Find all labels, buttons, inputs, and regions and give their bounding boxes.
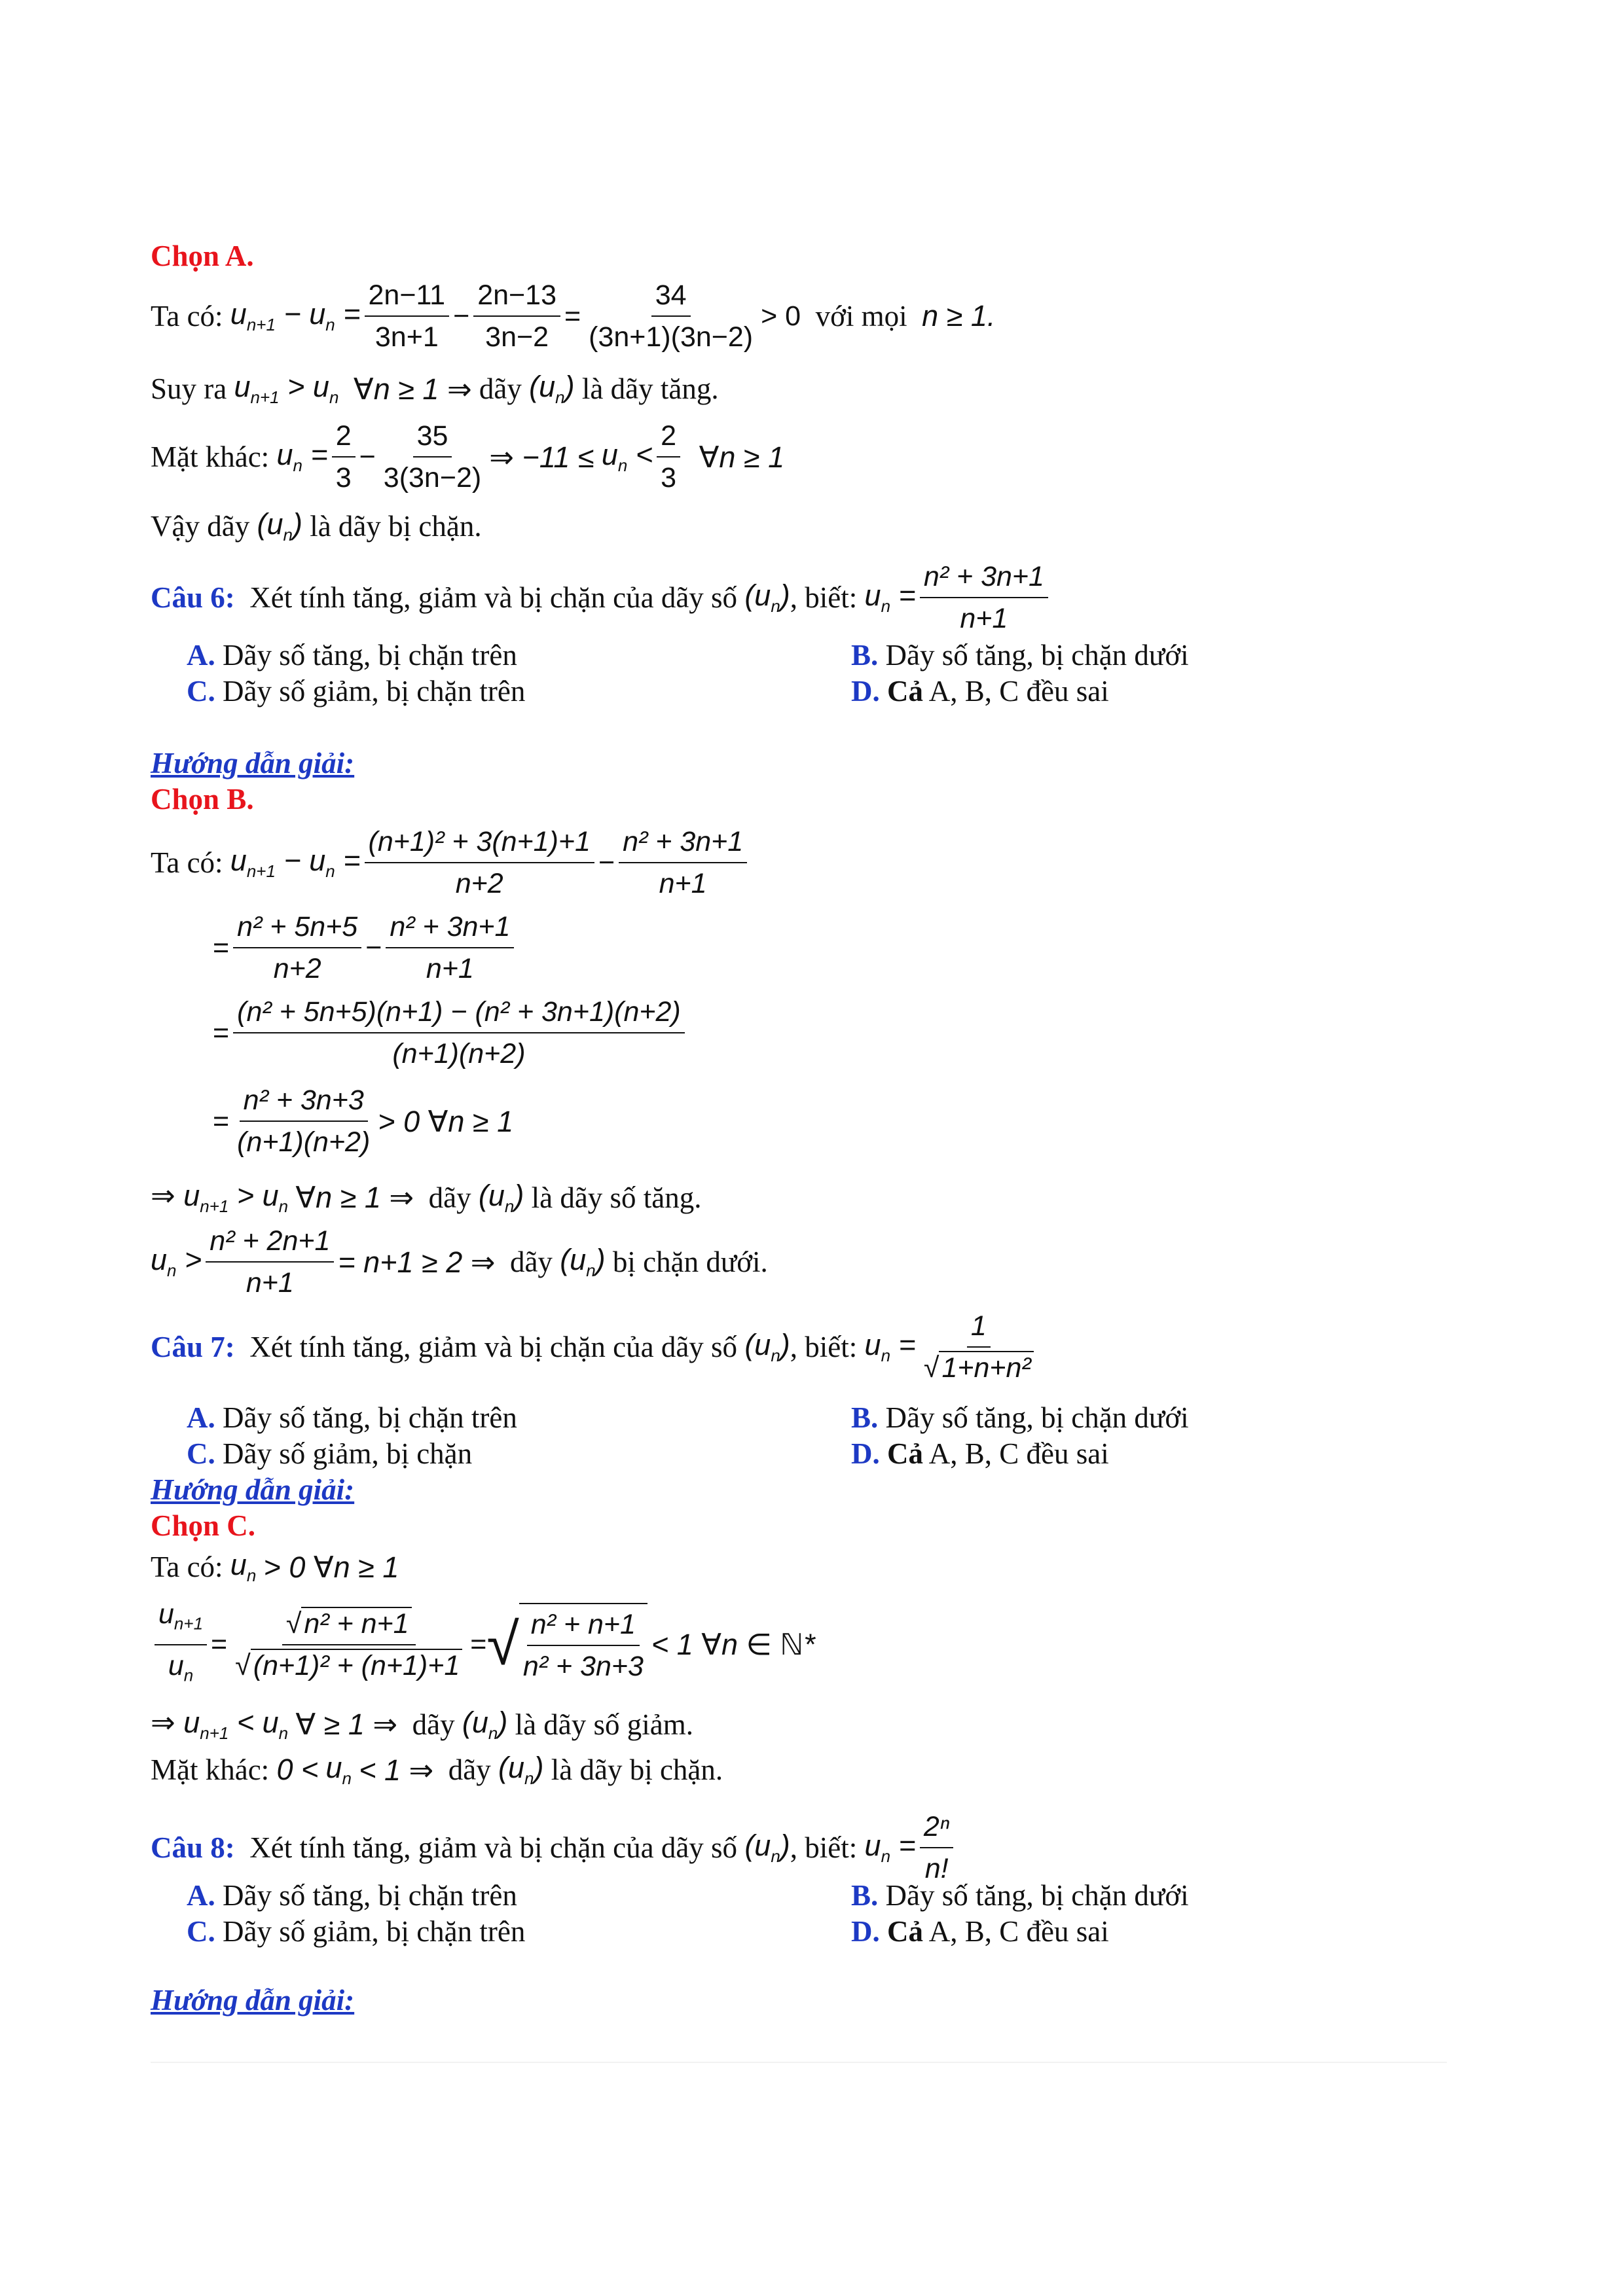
q7-option-c[interactable]: C. Dãy số giảm, bị chặn bbox=[187, 1437, 473, 1470]
question-7: Câu 7: Xét tính tăng, giảm và bị chặn của dãy số $(u_n)$ , biết: $u_n$ = $\frac{1}{\text{√1+n+n²}}$ bbox=[151, 1306, 1042, 1388]
q7-option-a[interactable]: A. Dãy số tăng, bị chặn trên bbox=[187, 1401, 517, 1434]
sol7-row2: $\frac{u_{n+1}}{u_n}$ = $\frac{\text{√n² + n+1}}{\text{√(n+1)² + (n+1)+1}}$ = √ $\frac{\text{n² + n+1}}{\text{n² + 3n+3}}$ < 1 ∀n ∈ ℕ* bbox=[151, 1594, 815, 1695]
q6-option-b[interactable]: B. Dãy số tăng, bị chặn dưới bbox=[851, 639, 1189, 672]
choose-a-label: Chọn A. bbox=[151, 240, 254, 272]
fraction: $\frac{2n-11}{3n+1}$ bbox=[365, 275, 450, 357]
block1-line3: Mặt khác: $u_n$ = $\frac{2}{3}$ − $\frac{35}{3(3n-2)}$ ⇒ −11 ≤ $u_n$ < $\frac{2}{3}$ ∀n ≥ 1 bbox=[151, 416, 784, 498]
q8-option-a[interactable]: A. Dãy số tăng, bị chặn trên bbox=[187, 1879, 517, 1912]
question-8: Câu 8: Xét tính tăng, giảm và bị chặn của dãy số $(u_n)$ , biết: $u_n$ = $\frac{\text{2ⁿ}}{n!}$ bbox=[151, 1806, 957, 1889]
q7-guide-heading: Hướng dẫn giải: bbox=[151, 1473, 355, 1506]
q8-option-b[interactable]: B. Dãy số tăng, bị chặn dưới bbox=[851, 1879, 1189, 1912]
sol7-row1: Ta có: $u_n$ > 0 ∀n ≥ 1 bbox=[151, 1548, 399, 1585]
sol6-row4: = $\frac{\text{n² + 3n+3}}{(n+1)(n+2)}$ > 0 ∀n ≥ 1 bbox=[213, 1080, 513, 1162]
q6-option-a[interactable]: A. Dãy số tăng, bị chặn trên bbox=[187, 639, 517, 672]
sol6-row3: = $\frac{\text{(n² + 5n+5)(n+1) − (n² + 3n+1)(n+2)}}{(n+1)(n+2)}$ bbox=[213, 992, 689, 1074]
q6-guide-heading: Hướng dẫn giải: bbox=[151, 747, 355, 780]
q7-option-d[interactable]: D. Cả A, B, C đều sai bbox=[851, 1437, 1109, 1470]
q8-guide-heading: Hướng dẫn giải: bbox=[151, 1984, 355, 2017]
choose-c-label: Chọn C. bbox=[151, 1509, 256, 1542]
choose-b-label: Chọn B. bbox=[151, 783, 254, 816]
sol6-row5: ⇒ $u_{n+1} > u_n$ ∀n ≥ 1 ⇒ dãy $(u_n)$ là dãy số tăng. bbox=[151, 1178, 702, 1216]
sol7-row3: ⇒ $u_{n+1} < u_n$ ∀ ≥ 1 ⇒ dãy $(u_n)$ là dãy số giảm. bbox=[151, 1705, 694, 1743]
block1-line2: Suy ra $u_{n+1} > u_n$ ∀n ≥ 1 ⇒ dãy $(u_n)$ là dãy tăng. bbox=[151, 370, 719, 407]
sol7-row4: Mặt khác: 0 < $u_n$ < 1 ⇒ dãy $(u_n)$ là dãy bị chặn. bbox=[151, 1751, 723, 1788]
block1-line4: Vậy dãy $(u_n)$ là dãy bị chặn. bbox=[151, 507, 482, 545]
fraction: $\frac{2n-13}{3n-2}$ bbox=[473, 275, 560, 357]
q8-option-d[interactable]: D. Cả A, B, C đều sai bbox=[851, 1915, 1109, 1948]
page-footer-rule bbox=[151, 2062, 1447, 2063]
q8-option-c[interactable]: C. Dãy số giảm, bị chặn trên bbox=[187, 1915, 526, 1948]
q7-option-b[interactable]: B. Dãy số tăng, bị chặn dưới bbox=[851, 1401, 1189, 1434]
block1-line1: Ta có: $u_{n+1} - u_n$ = $\frac{2n-11}{3n+1}$ − $\frac{2n-13}{3n-2}$ = $\frac{34}{(3n+1)(3n-2)}$ > 0 với mọi n ≥ 1. bbox=[151, 275, 995, 357]
fraction: $\frac{34}{(3n+1)(3n-2)}$ bbox=[585, 275, 757, 357]
question-6: Câu 6: Xét tính tăng, giảm và bị chặn của dãy số $(u_n)$ , biết: $u_n$ = $\frac{\text{n² + 3n+1}}{n+1}$ bbox=[151, 556, 1052, 639]
sol6-row1: Ta có: $u_{n+1} - u_n$ = $\frac{\text{(n+1)² + 3(n+1)+1}}{n+2}$ − $\frac{\text{n² + 3n+1}}{n+1}$ bbox=[151, 821, 751, 904]
q6-option-d[interactable]: D. Cả A, B, C đều sai bbox=[851, 675, 1109, 708]
q6-option-c[interactable]: C. Dãy số giảm, bị chặn trên bbox=[187, 675, 526, 708]
sol6-row6: $u_n$ > $\frac{\text{n² + 2n+1}}{n+1}$ = n+1 ≥ 2 ⇒ dãy $(u_n)$ bị chặn dưới. bbox=[151, 1221, 768, 1303]
sol6-row2: = $\frac{\text{n² + 5n+5}}{n+2}$ − $\frac{\text{n² + 3n+1}}{n+1}$ bbox=[213, 906, 518, 989]
